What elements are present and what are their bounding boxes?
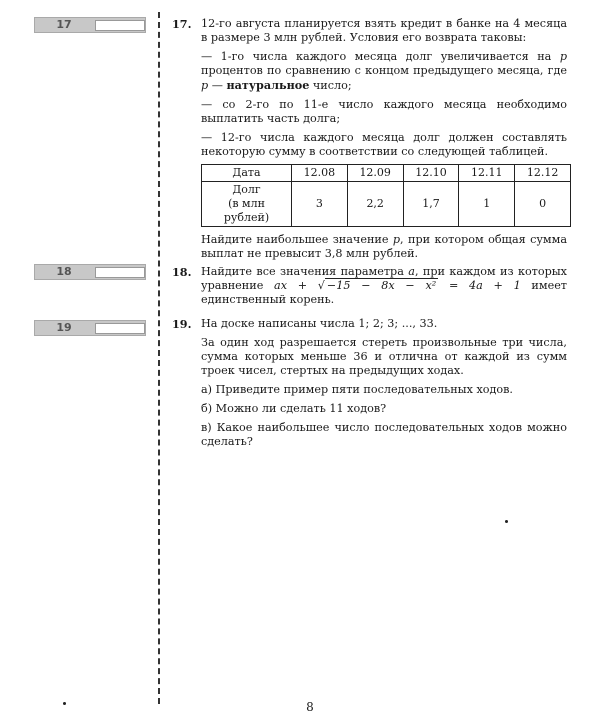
table-cell: 12.12	[515, 165, 571, 182]
table-header-cell: Дата	[202, 165, 292, 182]
task-number: 17.	[172, 17, 192, 31]
table-cell: 1,7	[403, 182, 459, 227]
task-18-text: Найдите все значения параметра a, при каждом из которых уравнение ax + √ −15 − 8x − x² = 4a + 1 имеет единственный корень.	[201, 265, 568, 306]
page-number: 8	[306, 700, 314, 714]
answer-box-number: 17	[56, 18, 72, 31]
answer-box-number: 18	[56, 265, 72, 278]
answer-box-17[interactable]	[34, 17, 146, 33]
table-cell: 3	[292, 182, 348, 227]
task-19	[172, 317, 567, 454]
table-cell: 12.11	[459, 165, 515, 182]
table-header-cell: Долг (в млн рублей)	[202, 182, 292, 227]
task-17-question: Найдите наибольшее значение p, при котором общая сумма выплат не превысит 3,8 млн рублей.	[201, 233, 567, 260]
task-18	[172, 265, 567, 312]
debt-table	[201, 164, 571, 227]
answer-box-19[interactable]	[34, 320, 146, 336]
task-number: 19.	[172, 317, 192, 331]
table-cell: 0	[515, 182, 571, 227]
speck	[505, 520, 508, 523]
task-19-question-c: в) Какое наибольшее число последовательных ходов можно сделать?	[201, 421, 567, 448]
task-17-condition-1: — 1-го числа каждого месяца долг увеличивается на p процентов по сравнению с концом предыдущего месяца, где p — натуральное число;	[201, 50, 567, 92]
answer-field[interactable]	[95, 20, 145, 31]
equation: ax + √ −15 − 8x − x² = 4a + 1	[274, 279, 521, 292]
table-cell: 12.10	[403, 165, 459, 182]
task-17-intro: 12-го августа планируется взять кредит в банке на 4 месяца в размере 3 млн рублей. Условия его возврата таковы:	[201, 17, 567, 44]
table-cell: 1	[459, 182, 515, 227]
task-19-question-b: б) Можно ли сделать 11 ходов?	[201, 402, 387, 415]
margin-divider	[158, 12, 160, 704]
task-19-line-1: На доске написаны числа 1; 2; 3; ..., 33.	[201, 317, 438, 330]
task-17-condition-2: — со 2-го по 11-е число каждого месяца необходимо выплатить часть долга;	[201, 98, 567, 125]
table-cell: 12.09	[347, 165, 403, 182]
task-number: 18.	[172, 265, 192, 279]
task-17-condition-3: — 12-го числа каждого месяца долг должен составлять некоторую сумму в соответствии со следующей таблицей.	[201, 131, 567, 158]
answer-field[interactable]	[95, 323, 145, 334]
speck	[63, 702, 66, 705]
table-row	[202, 182, 571, 227]
task-17	[172, 17, 567, 266]
task-19-line-2: За один ход разрешается стереть произвольные три числа, сумма которых меньше 36 и отлична от каждой из сумм троек чисел, стертых на предыдущих ходах.	[201, 336, 567, 377]
answer-box-number: 19	[56, 321, 72, 334]
task-19-question-a: а) Приведите пример пяти последовательных ходов.	[201, 383, 513, 396]
table-row	[202, 165, 571, 182]
table-cell: 12.08	[292, 165, 348, 182]
table-cell: 2,2	[347, 182, 403, 227]
answer-field[interactable]	[95, 267, 145, 278]
answer-box-18[interactable]	[34, 264, 146, 280]
